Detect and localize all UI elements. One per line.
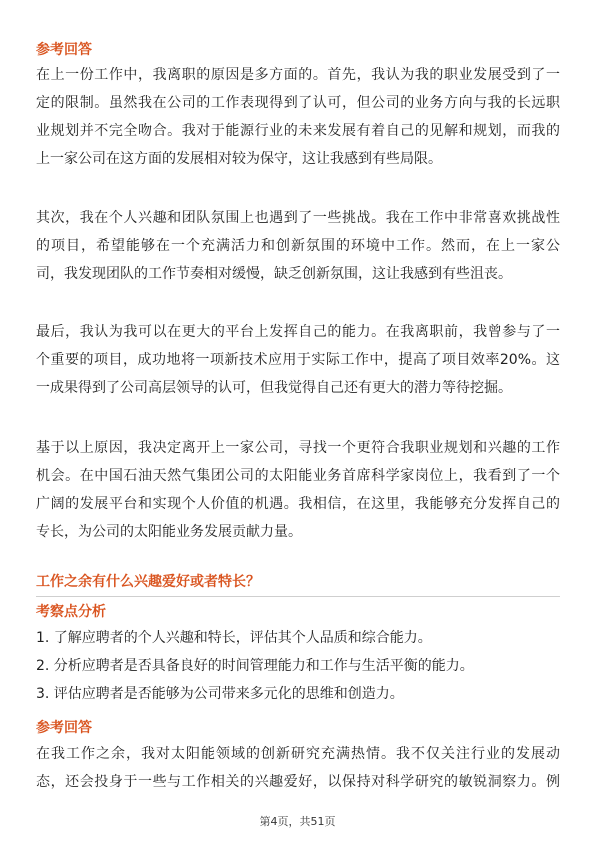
- question-heading: 工作之余有什么兴趣爱好或者特长？: [36, 574, 260, 590]
- reference-answer-heading: 参考回答: [36, 42, 92, 58]
- analysis-heading: 考察点分析: [36, 604, 106, 620]
- text-line: 的项目，希望能够在一个充满活力和创新氛围的环境中工作。然而，在上一家公: [36, 238, 560, 254]
- text-line: 专长，为公司的太阳能业务发展贡献力量。: [36, 524, 302, 540]
- text-line: 基于以上原因，我决定离开上一家公司，寻找一个更符合我职业规划和兴趣的工作: [36, 440, 560, 456]
- analysis-list: [36, 624, 560, 708]
- answer-paragraph-3: [36, 318, 560, 402]
- text-line: 一成果得到了公司高层领导的认可，但我觉得自己还有更大的潜力等待挖掘。: [36, 380, 512, 396]
- text-line: 其次，我在个人兴趣和团队氛围上也遇到了一些挑战。我在工作中非常喜欢挑战性: [36, 210, 560, 226]
- answer-paragraph-5: [36, 740, 560, 796]
- text-line: 司，我发现团队的工作节奏相对缓慢，缺乏创新氛围，这让我感到有些沮丧。: [36, 266, 512, 282]
- text-line: 定的限制。虽然我在公司的工作表现得到了认可，但公司的业务方向与我的长远职: [36, 95, 560, 111]
- text-line: 态，还会投身于一些与工作相关的兴趣爱好，以保持对科学研究的敏锐洞察力。例: [36, 774, 560, 790]
- text-line: 机会。在中国石油天然气集团公司的太阳能业务首席科学家岗位上，我看到了一个: [36, 468, 560, 484]
- reference-answer-heading-2: 参考回答: [36, 720, 92, 736]
- text-line: 业规划并不完全吻合。我对于能源行业的未来发展有着自己的见解和规划，而我的: [36, 123, 560, 139]
- text-line: 广阔的发展平台和实现个人价值的机遇。我相信，在这里，我能够充分发挥自己的: [36, 496, 560, 512]
- list-item: 3. 评估应聘者是否能够为公司带来多元化的思维和创造力。: [36, 686, 404, 702]
- text-line: 最后，我认为我可以在更大的平台上发挥自己的能力。在我离职前，我曾参与了一: [36, 324, 560, 340]
- answer-paragraph-2: [36, 204, 560, 288]
- list-item: 2. 分析应聘者是否具备良好的时间管理能力和工作与生活平衡的能力。: [36, 658, 474, 674]
- question-divider: [36, 596, 560, 597]
- answer-paragraph-4: [36, 434, 560, 546]
- text-line: 上一家公司在这方面的发展相对较为保守，这让我感到有些局限。: [36, 151, 442, 167]
- list-item: 1. 了解应聘者的个人兴趣和特长，评估其个人品质和综合能力。: [36, 630, 432, 646]
- answer-paragraph-1: [36, 61, 560, 173]
- text-line: 个重要的项目，成功地将一项新技术应用于实际工作中，提高了项目效率20%。这: [36, 352, 560, 368]
- text-line: 在我工作之余，我对太阳能领域的创新研究充满热情。我不仅关注行业的发展动: [36, 746, 560, 762]
- page-number: 第4页，共51页: [259, 815, 336, 828]
- text-line: 在上一份工作中，我离职的原因是多方面的。首先，我认为我的职业发展受到了一: [36, 67, 560, 83]
